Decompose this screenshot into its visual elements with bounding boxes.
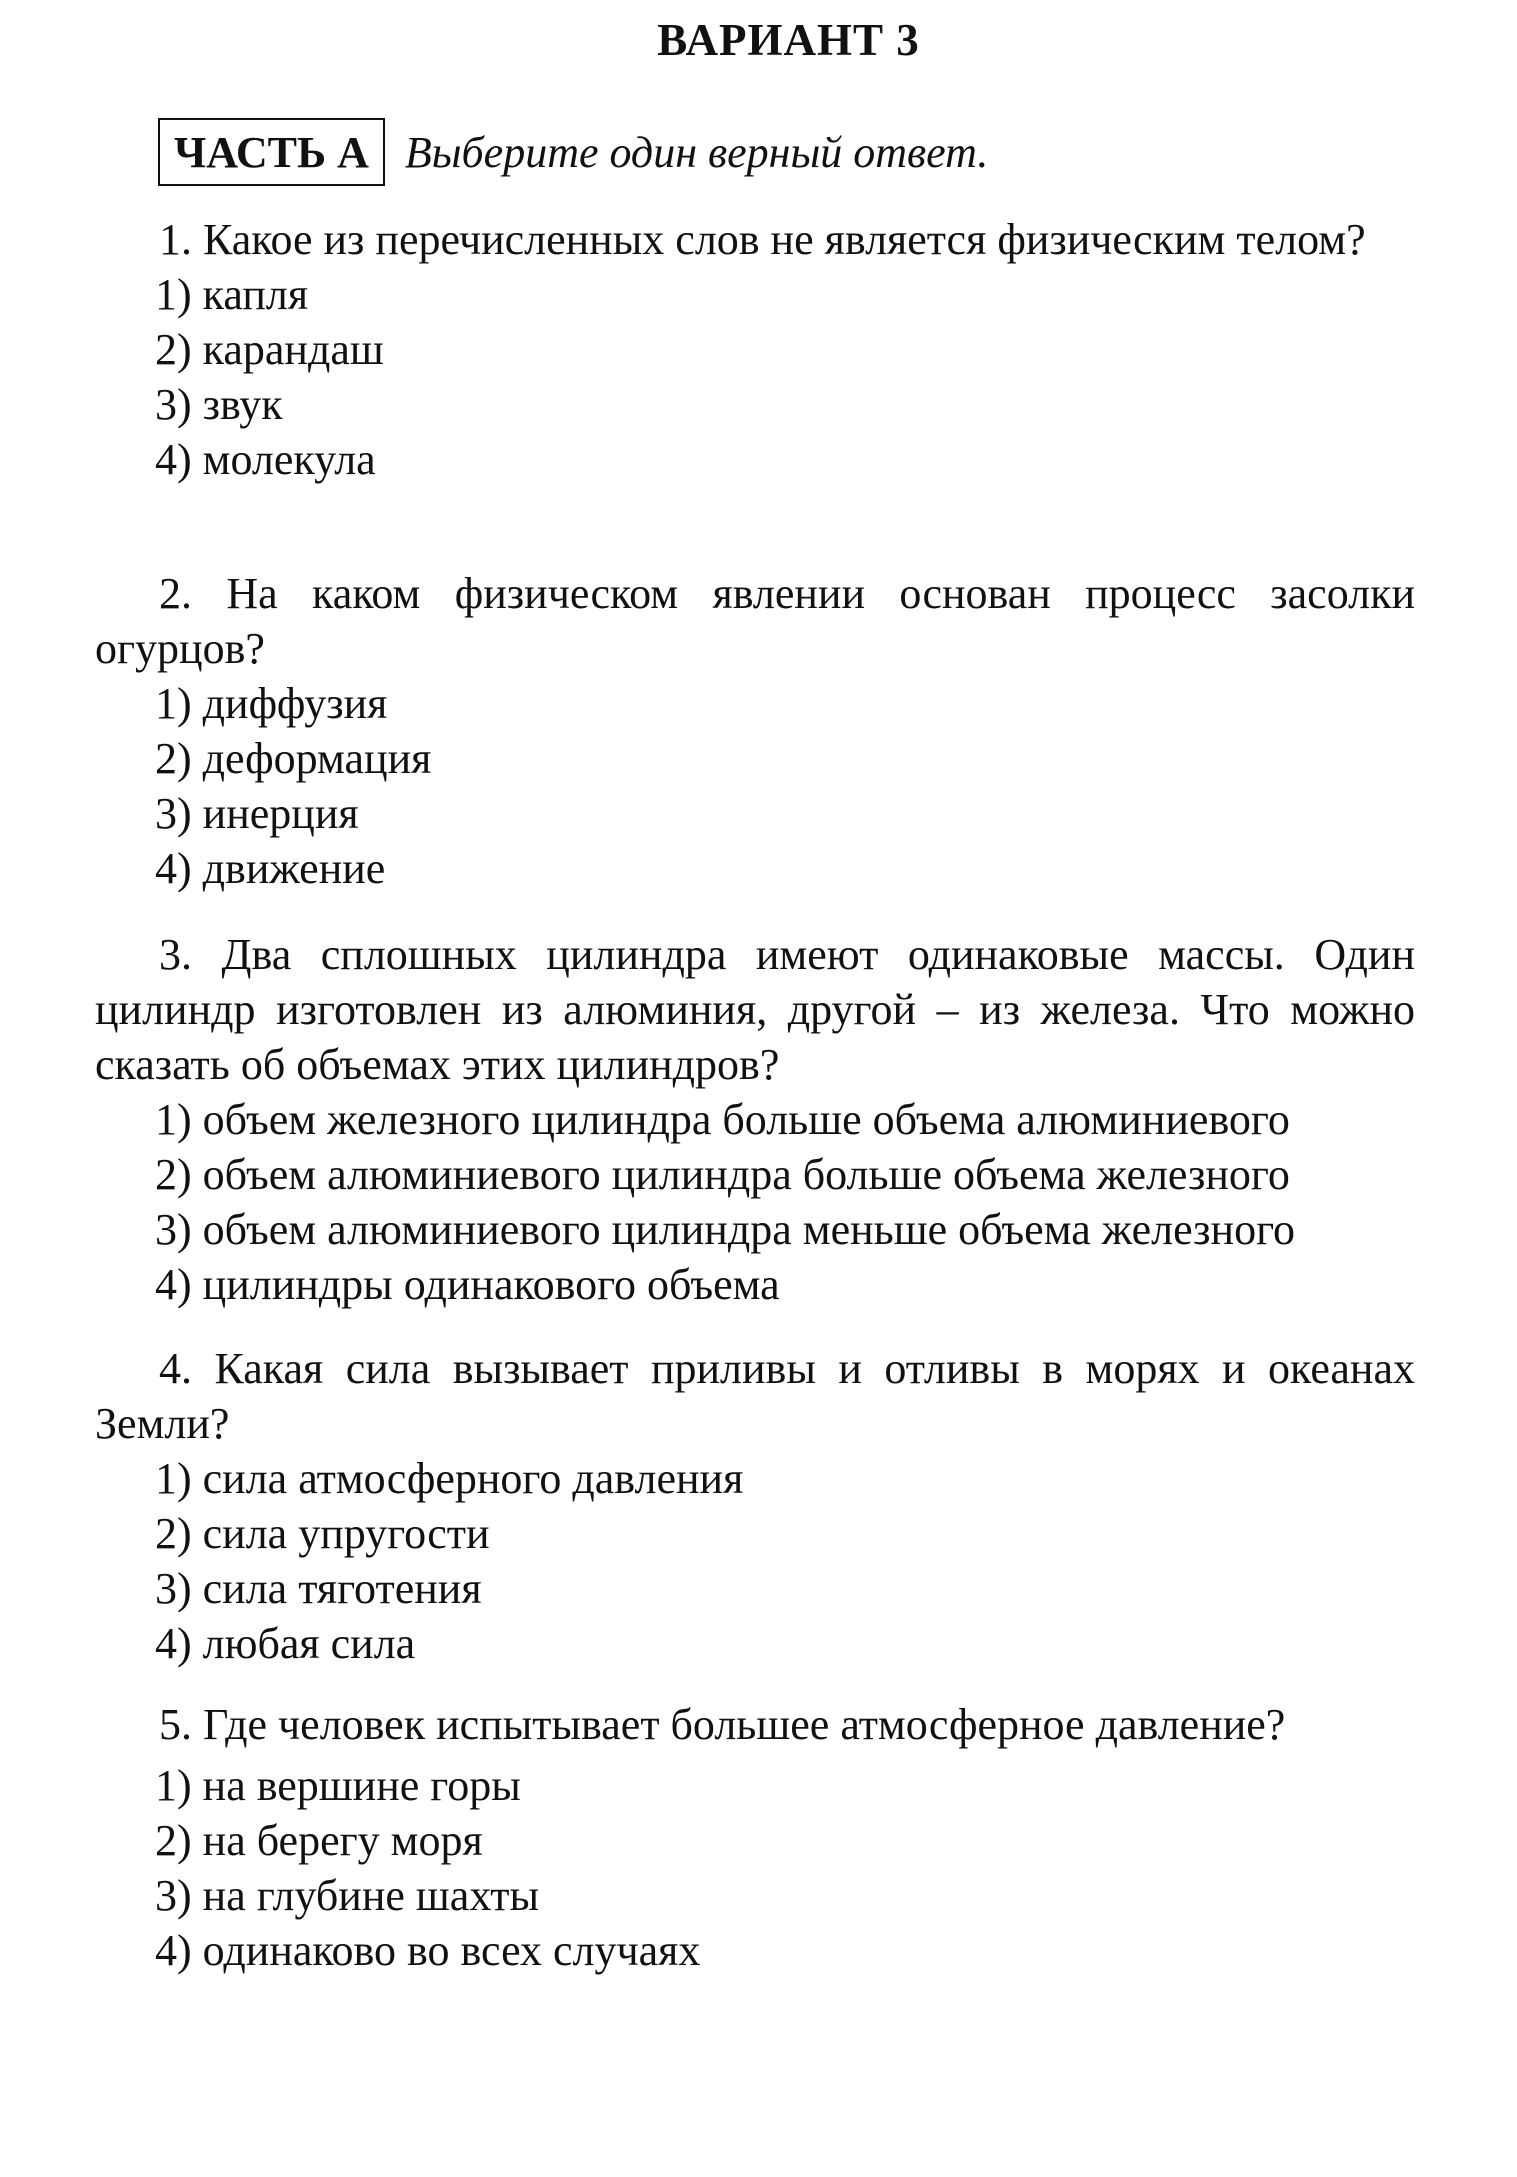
answer-option: 3) на глубине шахты: [155, 1871, 540, 1920]
part-label-box: ЧАСТЬ А: [158, 118, 385, 186]
answer-option: 3) объем алюминиевого цилиндра меньше объема железного: [155, 1205, 1296, 1254]
variant-title: ВАРИАНТ 3: [657, 15, 920, 65]
answer-option: 4) одинаково во всех случаях: [155, 1926, 701, 1975]
question-2: [95, 566, 1415, 896]
answer-option: 1) капля: [155, 270, 309, 319]
answer-option: 1) сила атмосферного давления: [155, 1454, 744, 1503]
question-text: 5. Где человек испытывает большее атмосферное давление?: [159, 1700, 1286, 1749]
answer-options: [95, 676, 1415, 896]
answer-option: 1) на вершине горы: [155, 1761, 521, 1810]
part-instruction: Выберите один верный ответ.: [404, 127, 989, 177]
question-3: [95, 927, 1415, 1312]
question-text: 3. Два сплошных цилиндра имеют одинаковые массы. Один цилиндр изготовлен из алюминия, другой – из железа. Что можно сказать об объемах этих цилиндров?: [95, 930, 1415, 1089]
answer-option: 2) объем алюминиевого цилиндра больше объема железного: [155, 1150, 1290, 1199]
answer-option: 1) диффузия: [155, 679, 388, 728]
answer-option: 4) движение: [155, 844, 386, 893]
answer-option: 4) молекула: [155, 435, 376, 484]
question-text: 1. Какое из перечисленных слов не является физическим телом?: [159, 215, 1366, 264]
answer-option: 4) любая сила: [155, 1619, 416, 1668]
answer-options: [95, 1092, 1415, 1312]
answer-option: 1) объем железного цилиндра больше объема алюминиевого: [155, 1095, 1290, 1144]
answer-option: 2) карандаш: [155, 325, 384, 374]
answer-option: 4) цилиндры одинакового объема: [155, 1260, 780, 1309]
question-text: 4. Какая сила вызывает приливы и отливы в морях и океанах Земли?: [95, 1344, 1415, 1448]
answer-option: 2) деформация: [155, 734, 432, 783]
question-5: [95, 1697, 1415, 1978]
answer-options: [95, 267, 1415, 487]
answer-options: [95, 1451, 1415, 1671]
answer-option: 2) на берегу моря: [155, 1816, 483, 1865]
answer-options: [95, 1758, 1415, 1978]
answer-option: 2) сила упругости: [155, 1509, 490, 1558]
answer-option: 3) сила тяготения: [155, 1564, 482, 1613]
answer-option: 3) инерция: [155, 789, 359, 838]
part-header: [158, 117, 988, 187]
question-1: [95, 212, 1415, 487]
question-text: 2. На каком физическом явлении основан процесс засолки огурцов?: [95, 569, 1415, 673]
question-4: [95, 1341, 1415, 1671]
answer-option: 3) звук: [155, 380, 283, 429]
